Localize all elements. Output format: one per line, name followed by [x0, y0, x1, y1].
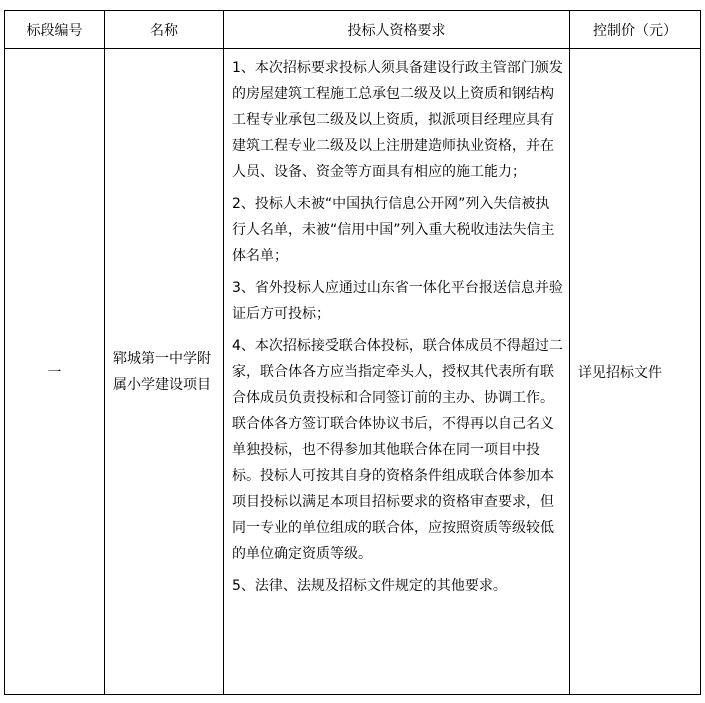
requirement-item-2: 2、投标人未被“中国执行信息公开网”列入失信被执行人名单，未被“信用中国”列入重大税收违法失信主体名单； [232, 196, 555, 264]
section-number-cell: 一 [5, 49, 105, 695]
header-control-price: 控制价（元） [570, 11, 701, 49]
requirement-item-1: 1、本次招标要求投标人须具备建设行政主管部门颁发的房屋建筑工程施工总承包二级及以上资质和钢结构工程专业承包二级及以上资质，拟派项目经理应具有建筑工程专业二级及以上注册建造师执业资格，并在人员、设备、资金等方面具有相应的施工能力； [232, 60, 563, 180]
header-name: 名称 [105, 11, 224, 49]
bid-section-table [4, 10, 701, 695]
table-row [5, 49, 701, 695]
requirement-item-4: 4、本次招标接受联合体投标，联合体成员不得超过二家，联合体各方应当指定牵头人，授权其代表所有联合体成员负责投标和合同签订前的主办、协调工作。联合体各方签订联合体协议书后，不得再以自己名义单独投标，也不得参加其他联合体在同一项目中投标。投标人可按其自身的资格条件组成联合体参加本项目投标以满足本项目招标要求的资格审查要求，但同一专业的单位组成的联合体，应按照资质等级较低的单位确定资质等级。 [232, 338, 563, 562]
header-bidder-requirements: 投标人资格要求 [224, 11, 570, 49]
project-name-cell: 郓城第一中学附属小学建设项目 [105, 49, 224, 695]
requirement-item-3: 3、省外投标人应通过山东省一体化平台报送信息并验证后方可投标； [232, 280, 563, 322]
header-section-number: 标段编号 [5, 11, 105, 49]
control-price-cell: 详见招标文件 [570, 49, 701, 695]
requirements-cell [224, 49, 570, 695]
table-header-row [5, 11, 701, 49]
requirement-item-5: 5、法律、法规及招标文件规定的其他要求。 [232, 578, 507, 594]
